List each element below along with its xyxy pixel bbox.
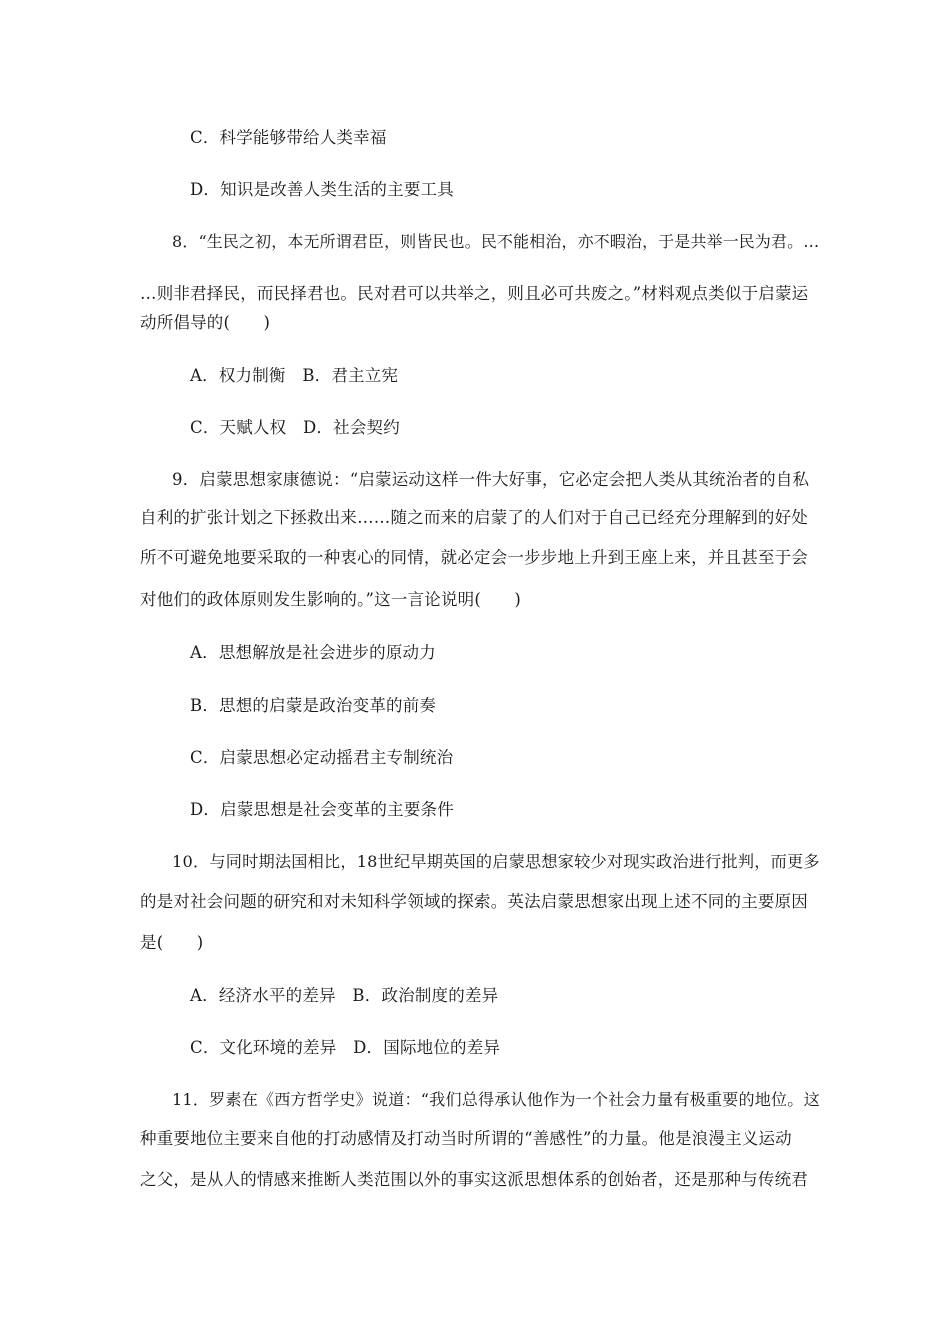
- q9-stem-line-4: 对他们的政体原则发生影响的。”这一言论说明( ): [140, 590, 522, 609]
- q9-stem-line-2: 自利的扩张计划之下拯救出来……随之而来的启蒙了的人们对于自己已经充分理解到的好处: [140, 508, 808, 527]
- q10-options-cd: C．文化环境的差异 D．国际地位的差异: [190, 1038, 501, 1057]
- q9-option-a: A．思想解放是社会进步的原动力: [190, 643, 436, 662]
- q10-stem-line-2: 的是对社会问题的研究和对未知科学领域的探索。英法启蒙思想家出现上述不同的主要原因: [140, 892, 808, 911]
- q8-options-ab: A．权力制衡 B．君主立宪: [190, 366, 399, 385]
- q9-option-c: C．启蒙思想必定动摇君主专制统治: [190, 748, 454, 767]
- q9-option-d: D．启蒙思想是社会变革的主要条件: [190, 800, 454, 819]
- q8-stem-line-1: 8．“生民之初，本无所谓君臣，则皆民也。民不能相治，亦不暇治，于是共举一民为君。…: [172, 232, 820, 251]
- q9-option-b: B．思想的启蒙是政治变革的前奏: [190, 696, 437, 715]
- q10-options-ab: A．经济水平的差异 B．政治制度的差异: [190, 986, 499, 1005]
- q8-stem-line-3: 动所倡导的( ): [140, 313, 271, 332]
- q9-stem-line-1: 9．启蒙思想家康德说：“启蒙运动这样一件大好事，它必定会把人类从其统治者的自私: [172, 470, 810, 489]
- q11-stem-line-2: 种重要地位主要来自他的打动感情及打动当时所谓的“善感性”的力量。他是浪漫主义运动: [140, 1129, 792, 1148]
- q9-stem-line-3: 所不可避免地要采取的一种衷心的同情，就必定会一步步地上升到王座上来，并且甚至于会: [140, 548, 808, 567]
- q10-stem-line-1: 10．与同时期法国相比，18世纪早期英国的启蒙思想家较少对现实政治进行批判，而更多: [172, 852, 820, 871]
- q8-options-cd: C．天赋人权 D．社会契约: [190, 418, 400, 437]
- q7-option-c: C．科学能够带给人类幸福: [190, 128, 387, 147]
- q11-stem-line-1: 11．罗素在《西方哲学史》说道：“我们总得承认他作为一个社会力量有极重要的地位。这: [172, 1090, 820, 1109]
- q11-stem-line-3: 之父，是从人的情感来推断人类范围以外的事实这派思想体系的创始者，还是那种与传统君: [140, 1170, 808, 1189]
- q7-option-d: D．知识是改善人类生活的主要工具: [190, 180, 454, 199]
- q8-stem-line-2: …则非君择民，而民择君也。民对君可以共举之，则且必可共废之。”材料观点类似于启蒙运: [140, 284, 809, 303]
- q10-stem-line-3: 是( ): [140, 933, 204, 952]
